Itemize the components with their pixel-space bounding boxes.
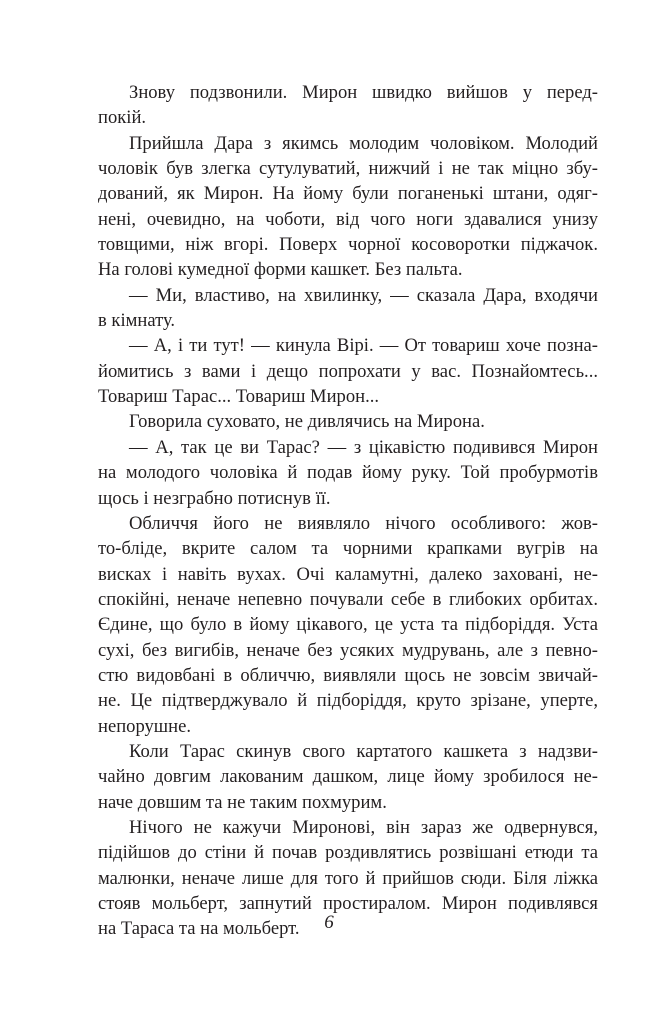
page-number: 6	[324, 912, 334, 933]
text-line: стю видовбані в обличчю, виявляли щось не зовсім звичай-	[98, 664, 598, 686]
text-line: Знову подзвонили. Мирон швидко вийшов у перед-	[129, 82, 598, 103]
text-line: непорушне.	[98, 715, 191, 737]
text-line: — А, так це ви Тарас? — з цікавістю подивився Мирон	[129, 436, 598, 458]
text-line: дований, як Мирон. На йому були поганенькі штани, одяг-	[98, 183, 598, 205]
text-line: малюнки, неначе лише для того й прийшов сюди. Біля ліжка	[98, 867, 598, 889]
text-line: Прийшла Дара з якимсь молодим чоловіком. Молодий	[129, 132, 598, 154]
paragraph	[98, 409, 598, 434]
paragraph	[98, 435, 598, 511]
text-line: Говорила суховато, не дивлячись на Мирона.	[129, 411, 485, 433]
text-line: Нічого не кажучи Миронові, він зараз же одвернувся,	[129, 816, 598, 838]
text-line: нені, очевидно, на чоботи, від чого ноги здавалися унизу	[98, 208, 598, 230]
text-line: висках і навіть вухах. Очі каламутні, далеко заховані, не-	[98, 563, 598, 585]
paragraph	[98, 131, 598, 283]
text-line: чоловік був злегка сутулуватий, нижчий і не так міцно збу-	[98, 158, 598, 180]
text-line: йомитись з вами і дещо попрохати у вас. Познайомтесь...	[98, 360, 598, 382]
paragraph	[98, 511, 598, 739]
paragraph	[98, 739, 598, 815]
paragraph	[98, 80, 598, 131]
text-line: то-бліде, вкрите салом та чорними крапками вугрів на	[98, 538, 598, 560]
text-line: покій.	[98, 107, 147, 129]
text-line: наче довшим та не таким похмурим.	[98, 791, 387, 813]
text-line: Обличчя його не виявляло нічого особливого: жов-	[129, 512, 598, 534]
text-line: товщими, ніж вгорі. Поверх чорної косоворотки піджачок.	[98, 234, 598, 256]
text-line: сухі, без вигибів, неначе без усяких мудрувань, але з певно-	[98, 639, 598, 661]
text-line: — Ми, властиво, на хвилинку, — сказала Дара, входячи	[129, 284, 598, 306]
text-line: Товариш Тарас... Товариш Мирон...	[98, 386, 380, 408]
text-line: в кімнату.	[98, 310, 176, 332]
text-line: Єдине, що було в йому цікавого, це уста та підборіддя. Уста	[98, 614, 598, 636]
paragraph	[98, 333, 598, 409]
paragraph	[98, 283, 598, 334]
text-line: спокійні, неначе непевно почували себе в глибоких орбитах.	[98, 588, 598, 610]
text-line: — А, і ти тут! — кинула Вірі. — От товариш хоче позна-	[129, 335, 598, 357]
text-line: підійшов до стіни й почав роздивлятись розвішані етюди та	[98, 842, 598, 864]
text-line: Коли Тарас скинув свого картатого кашкета з надзви-	[129, 740, 598, 762]
text-line: На голові кумедної форми кашкет. Без пальта.	[98, 259, 463, 281]
body-text	[98, 80, 598, 942]
text-line: на Тараса та на мольберт.	[98, 918, 300, 940]
text-line: стояв мольберт, запнутий простиралом. Мирон подивлявся	[98, 893, 598, 914]
text-line: щось і незграбно потиснув її.	[98, 487, 331, 509]
text-line: не. Це підтверджувало й підборіддя, круто зрізане, уперте,	[98, 690, 598, 712]
text-line: на молодого чоловіка й подав йому руку. Той пробурмотів	[98, 462, 598, 484]
text-line: чайно довгим лакованим дашком, лице йому зробилося не-	[98, 766, 598, 788]
